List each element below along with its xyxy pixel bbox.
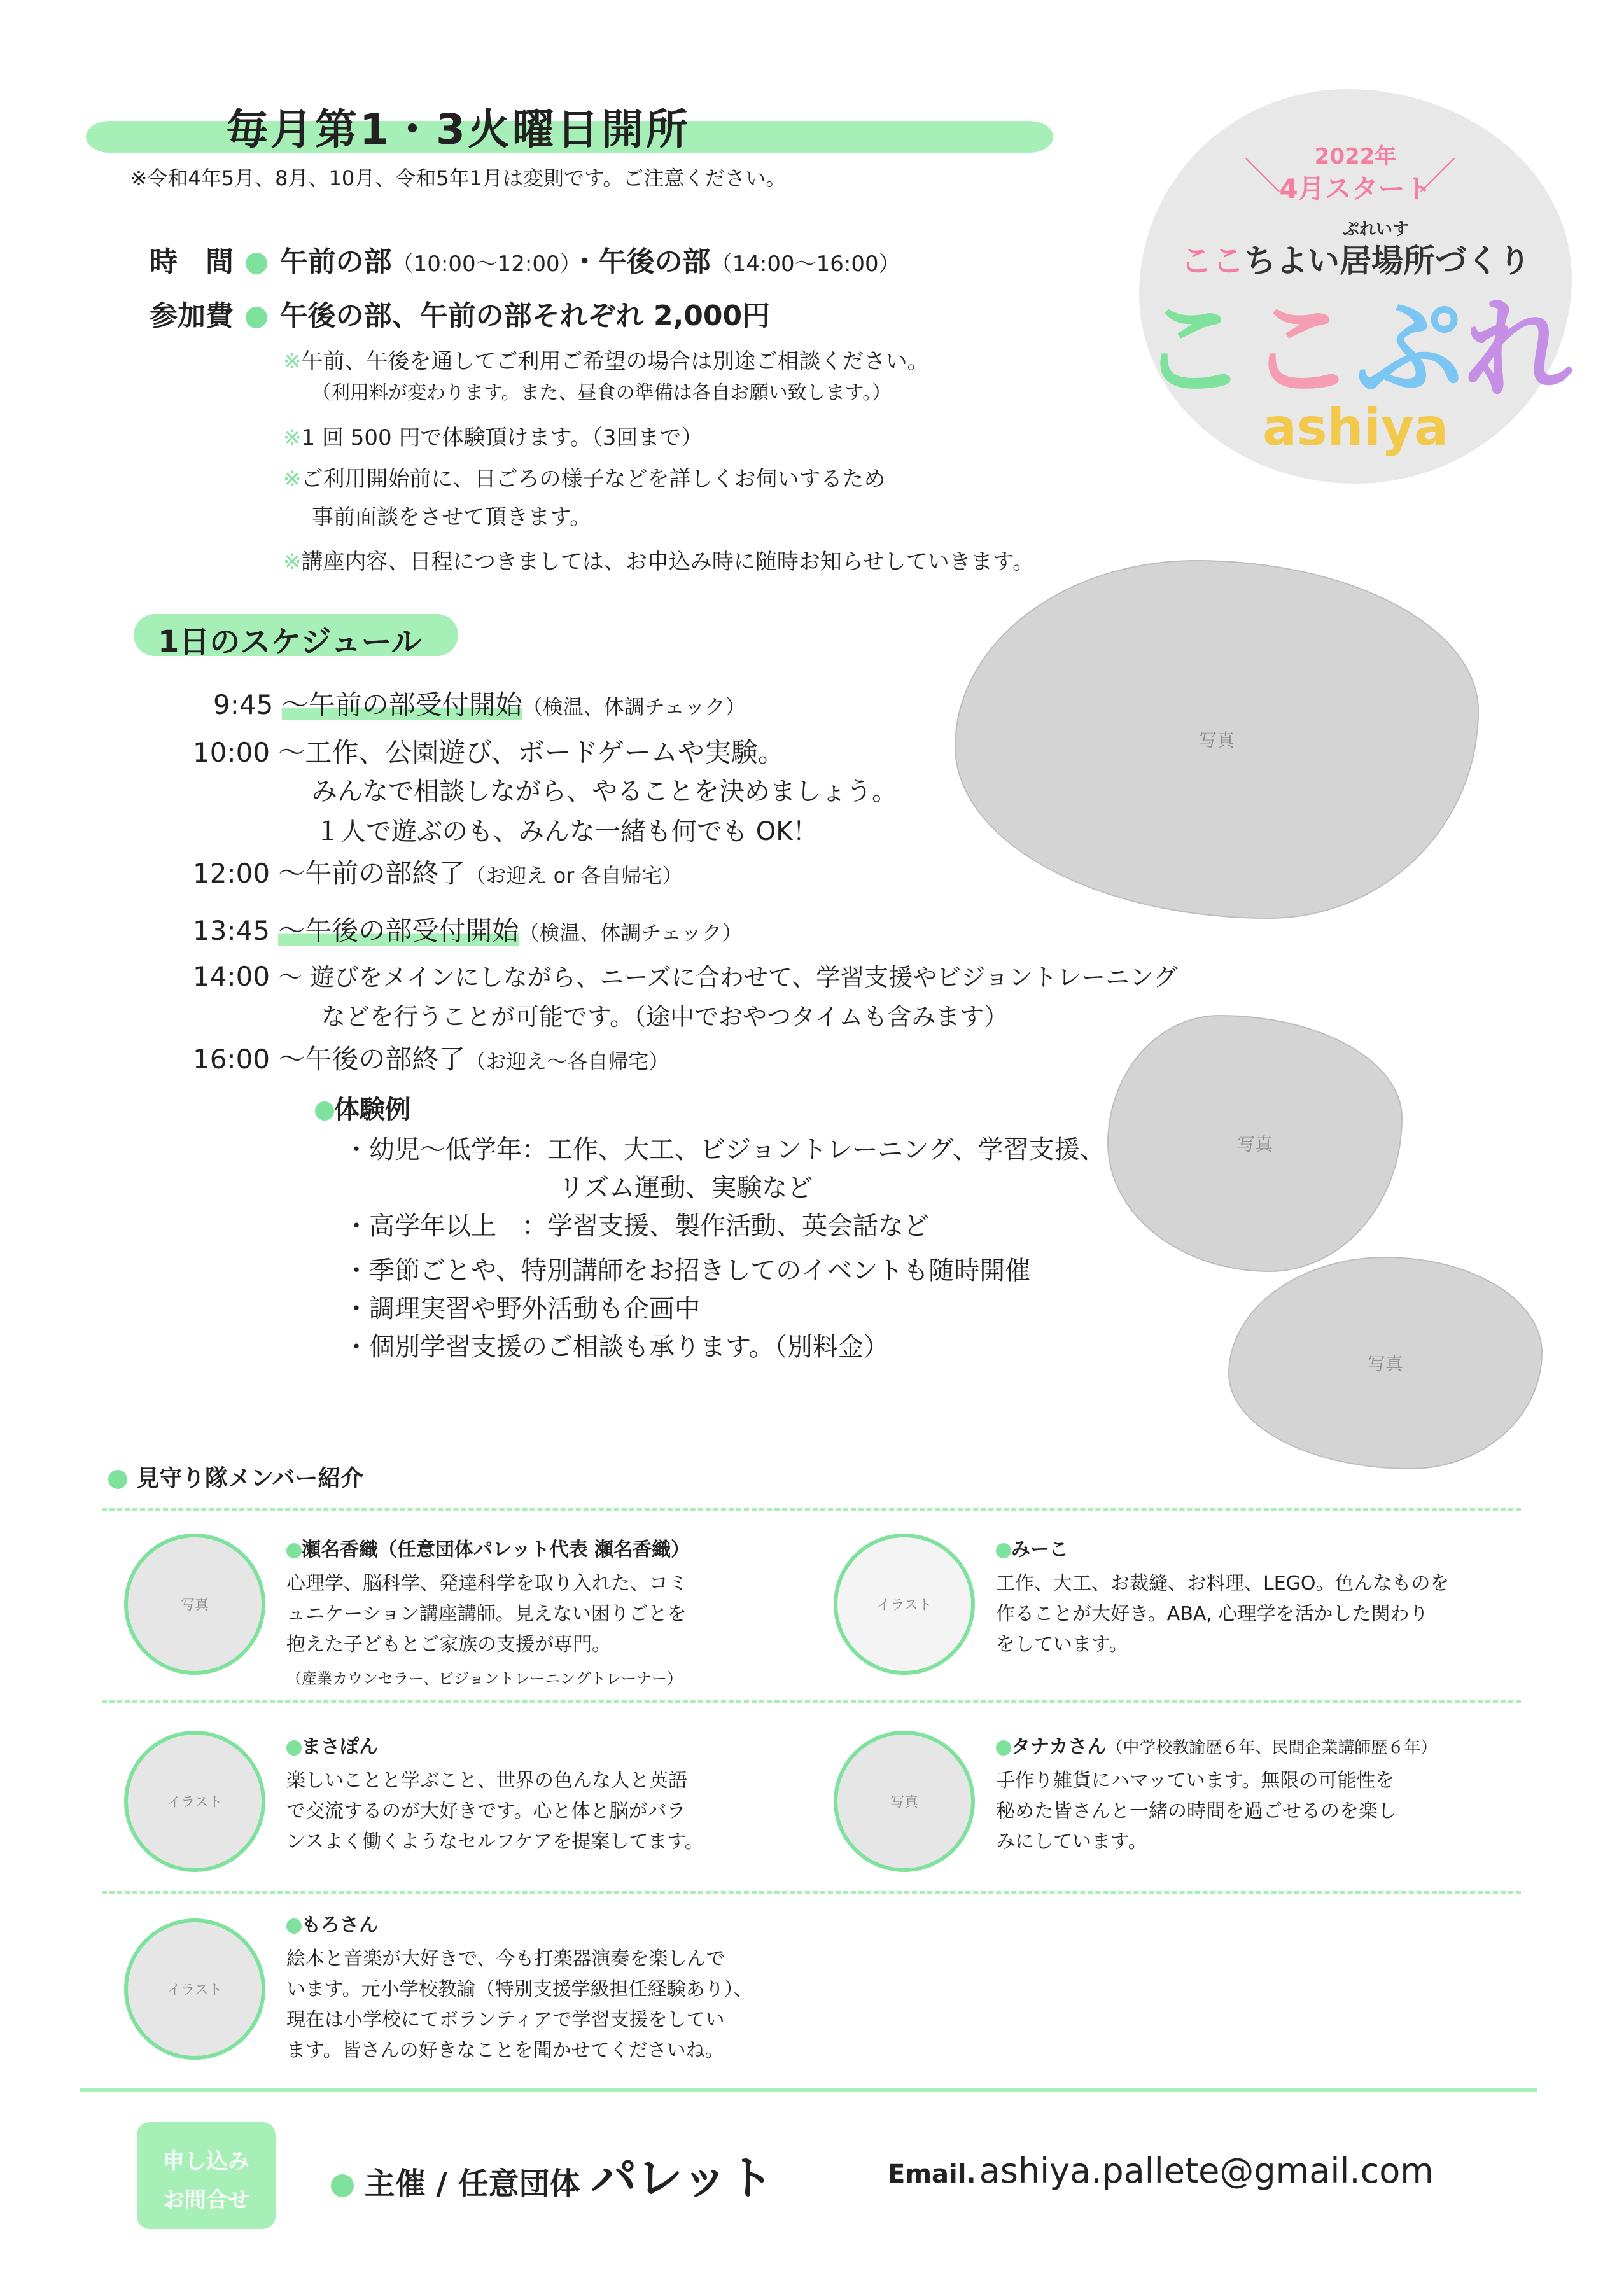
- schedule-text: 〜工作、公園遊び、ボードゲームや実験。: [278, 737, 785, 768]
- member-qualification: （産業カウンセラー、ビジョントレーニングトレーナー）: [286, 1670, 683, 1688]
- avatar: [124, 1918, 265, 2060]
- page-title: 毎月第1・3火曜日開所: [226, 105, 690, 154]
- photo-children-pegboard: [955, 560, 1479, 919]
- member-bio-line: 現在は小学校にてボランティアで学習支援をしてい: [286, 2009, 725, 2031]
- schedule-time: 9:45: [213, 689, 274, 720]
- schedule-note: （お迎え or 各自帰宅）: [465, 863, 683, 888]
- fee-label: 参加費: [150, 300, 234, 332]
- logo-ruby: ぷれいす: [1343, 220, 1410, 239]
- member-name-text: タナカさん: [1011, 1736, 1107, 1758]
- example-bullet-1: ・季節ごとや、特別講師をお招きしてのイベントも随時開催: [344, 1256, 1031, 1285]
- example-bullet-3: ・個別学習支援のご相談も承ります。（別料金）: [344, 1332, 889, 1362]
- schedule-item-6: [193, 1038, 669, 1077]
- note-mark: ※: [283, 549, 302, 575]
- logo-subtitle: [1139, 235, 1572, 281]
- host-name: パレット: [591, 2151, 774, 2205]
- member-bio-line: 絵本と音楽が大好きで、今も打楽器演奏を楽しんで: [286, 1948, 725, 1970]
- contact-line-2: お問合せ: [163, 2188, 249, 2213]
- schedule-note: ※令和4年5月、8月、10月、令和5年1月は変則です。ご注意ください。: [130, 166, 787, 190]
- member-name: [286, 1731, 378, 1759]
- fee-text: 午後の部、午前の部それぞれ 2,000円: [279, 300, 771, 332]
- portrait-label: イラスト: [167, 1982, 223, 1999]
- schedule-time: 10:00: [193, 737, 270, 768]
- time-am-hours: （10:00〜12:00）: [391, 251, 571, 277]
- bullet-dot: [286, 1740, 302, 1756]
- avatar: [124, 1534, 265, 1675]
- schedule-text: 〜午後の部受付開始: [278, 915, 519, 946]
- email-label: Email.: [888, 2160, 976, 2189]
- logo-subtitle-a: ここ: [1180, 242, 1244, 279]
- schedule-item-4: [193, 910, 742, 948]
- member-bio-line: ュニケーション講座講師。見えない困りごとを: [286, 1603, 687, 1625]
- photo-table-activity: [1107, 1015, 1403, 1272]
- schedule-time: 13:45: [193, 915, 270, 946]
- member-name-text: みーこ: [1011, 1539, 1068, 1561]
- schedule-text: 〜午前の部終了: [278, 858, 466, 889]
- note-mark: ※: [283, 425, 302, 451]
- bullet-dot: [331, 2174, 354, 2197]
- portrait-label: イラスト: [876, 1597, 932, 1614]
- member-name-text: もろさん: [302, 1914, 378, 1936]
- bullet-dot: [315, 1101, 334, 1121]
- photo-child-crafting: [1228, 1257, 1543, 1469]
- example-text: 工作、大工、ビジョントレーニング、学習支援、: [547, 1135, 1105, 1164]
- member-name-note: （中学校教諭歴６年、民間企業講師歴６年）: [1106, 1738, 1438, 1757]
- bullet-dot: [286, 1918, 302, 1934]
- member-bio-line: をしています。: [996, 1633, 1128, 1656]
- photo-label: 写真: [1198, 730, 1235, 751]
- time-label: 時 間: [150, 246, 234, 278]
- schedule-item-5-line2: などを行うことが可能です。（途中でおやつタイムも含みます）: [321, 1003, 1009, 1031]
- logo-brand-char-2: こ: [1247, 287, 1356, 413]
- logo-start: 4月スタート: [1279, 173, 1432, 204]
- divider: [102, 1700, 1521, 1703]
- member-bio-line: みにしています。: [996, 1831, 1147, 1853]
- member-name: [996, 1731, 1437, 1759]
- logo-brand-char-4: れ: [1464, 287, 1572, 413]
- schedule-time: 12:00: [193, 858, 270, 889]
- contact-line-1: 申し込み: [163, 2149, 249, 2174]
- member-bio-line: ます。皆さんの好きなことを聞かせてくださいね。: [286, 2039, 724, 2062]
- schedule-note: （お迎え〜各自帰宅）: [465, 1049, 669, 1073]
- portrait-label: 写真: [180, 1597, 209, 1614]
- photo-label: 写真: [1236, 1134, 1273, 1155]
- time-pm-hours: （14:00〜16:00）: [710, 251, 900, 277]
- example-text: 学習支援、製作活動、英会話など: [547, 1212, 929, 1241]
- schedule-item-5: [193, 958, 1178, 993]
- bullet-dot: [286, 1543, 302, 1558]
- host-label: 主催 / 任意団体: [364, 2166, 580, 2202]
- schedule-time: 16:00: [193, 1044, 270, 1075]
- info-note-3-line1: ご利用開始前に、日ごろの様子などを詳しくお伺いするため: [301, 466, 886, 492]
- info-note-1: [283, 344, 929, 375]
- avatar: [124, 1731, 265, 1872]
- info-note-3: [283, 461, 886, 493]
- logo-year: 2022年: [1314, 144, 1397, 169]
- logo-brand-char-1: こ: [1139, 287, 1248, 413]
- schedule-note: （検温、体調チェック）: [519, 921, 743, 945]
- bullet-dot: [108, 1470, 127, 1489]
- member-bio-line: 楽しいことと学ぶこと、世界の色んな人と英語: [286, 1770, 687, 1792]
- contact-badge: [137, 2122, 276, 2229]
- schedule-item-1: [213, 684, 746, 722]
- schedule-item-2-line2: みんなで相談しながら、やることを決めましょう。: [312, 777, 897, 806]
- logo-place: ashiya: [1262, 398, 1449, 457]
- member-name: [996, 1534, 1068, 1562]
- example-row-1-line2: リズム運動、実験など: [559, 1173, 813, 1203]
- divider: [102, 1508, 1521, 1511]
- info-note-1-line1: 午前、午後を通してご利用ご希望の場合は別途ご相談ください。: [301, 349, 929, 374]
- schedule-item-2-line3: １人で遊ぶのも、みんな一緒も何でも OK！: [315, 817, 818, 846]
- examples-title: [315, 1089, 410, 1126]
- member-name: [286, 1534, 690, 1562]
- schedule-time: 14:00: [193, 961, 270, 992]
- bullet-dot: [246, 307, 267, 328]
- info-note-2-line1: 1 回 500 円で体験頂けます。（3回まで）: [301, 425, 703, 451]
- schedule-text: 〜午前の部受付開始: [281, 689, 522, 720]
- host-row: [331, 2141, 774, 2207]
- photo-label: 写真: [1367, 1353, 1403, 1374]
- schedule-text: 〜午後の部終了: [278, 1044, 466, 1075]
- example-row-1: [344, 1129, 1105, 1166]
- portrait-label: 写真: [890, 1794, 918, 1811]
- schedule-note: （検温、体調チェック）: [522, 695, 746, 719]
- schedule-title: 1日のスケジュール: [158, 624, 422, 660]
- member-bio-line: 作ることが大好き。ABA, 心理学を活かした関わり: [996, 1603, 1429, 1625]
- member-bio-line: います。元小学校教諭（特別支援学級担任経験あり）、: [286, 1978, 753, 2001]
- members-title-text: 見守り隊メンバー紹介: [136, 1465, 364, 1492]
- email-link[interactable]: ashiya.pallete@gmail.com: [979, 2151, 1434, 2191]
- time-row: [150, 239, 900, 279]
- schedule-item-2: [193, 732, 785, 770]
- member-bio-line: 心理学、脳科学、発達科学を取り入れた、コミ: [286, 1572, 687, 1595]
- logo-brand-char-3: ぷ: [1355, 287, 1464, 413]
- member-name-text: 瀬名香織（任意団体パレット代表 瀬名香織）: [302, 1539, 690, 1561]
- member-name-text: まさぽん: [302, 1736, 378, 1758]
- member-bio-line: ンスよく働くようなセルフケアを提案してます。: [286, 1831, 704, 1853]
- member-bio-line: 抱えた子どもとご家族の支援が専門。: [286, 1633, 611, 1656]
- logo-subtitle-c: 居場所づくり: [1340, 242, 1530, 279]
- schedule-text: 〜 遊びをメインにしながら、ニーズに合わせて、学習支援やビジョントレーニング: [278, 963, 1178, 991]
- avatar: [834, 1731, 975, 1872]
- logo-brand: [1139, 287, 1572, 413]
- info-note-3-line2: 事前面談をさせて頂きます。: [312, 505, 592, 530]
- info-note-2: [283, 420, 703, 451]
- portrait-label: イラスト: [167, 1794, 223, 1811]
- note-mark: ※: [283, 466, 302, 492]
- member-bio-line: で交流するのが大好きです。心と体と脳がバラ: [286, 1800, 686, 1822]
- logo-subtitle-b: ちよい: [1244, 242, 1340, 279]
- footer-rule: [80, 2088, 1537, 2092]
- note-mark: ※: [283, 349, 302, 374]
- member-name: [286, 1909, 378, 1937]
- schedule-item-3: [193, 853, 683, 891]
- bullet-dot: [996, 1740, 1011, 1756]
- bullet-dot: [246, 253, 267, 274]
- member-bio-line: 工作、大工、お裁縫、お料理、LEGO。色んなものを: [996, 1572, 1450, 1595]
- time-pm: 午後の部: [598, 246, 711, 278]
- info-note-1-line2: （利用料が変わります。また、昼食の準備は各自お願い致します。）: [312, 382, 892, 404]
- member-bio-line: 手作り雑貨にハマッています。無限の可能性を: [996, 1770, 1395, 1792]
- info-note-4-line1: 講座内容、日程につきましては、お申込み時に随時お知らせしていきます。: [301, 549, 1035, 575]
- logo-slash-left: ＼: [1244, 155, 1282, 198]
- fee-row: [150, 293, 770, 333]
- example-label: ・幼児〜低学年：: [344, 1135, 547, 1164]
- example-label: ・高学年以上 ：: [344, 1212, 547, 1241]
- example-row-2: [344, 1206, 929, 1242]
- divider: [102, 1891, 1521, 1894]
- bullet-dot: [996, 1543, 1011, 1558]
- members-title: [108, 1460, 363, 1493]
- time-sep: ・: [570, 246, 599, 278]
- example-bullet-2: ・調理実習や野外活動も企画中: [344, 1294, 700, 1324]
- logo-slash-right: ／: [1419, 155, 1457, 198]
- info-note-4: [283, 544, 1034, 575]
- email-row: [888, 2151, 1434, 2191]
- time-am: 午前の部: [279, 246, 392, 278]
- avatar: [834, 1534, 975, 1675]
- member-bio-line: 秘めた皆さんと一緒の時間を過ごせるのを楽し: [996, 1800, 1397, 1822]
- examples-title-text: 体験例: [334, 1095, 410, 1124]
